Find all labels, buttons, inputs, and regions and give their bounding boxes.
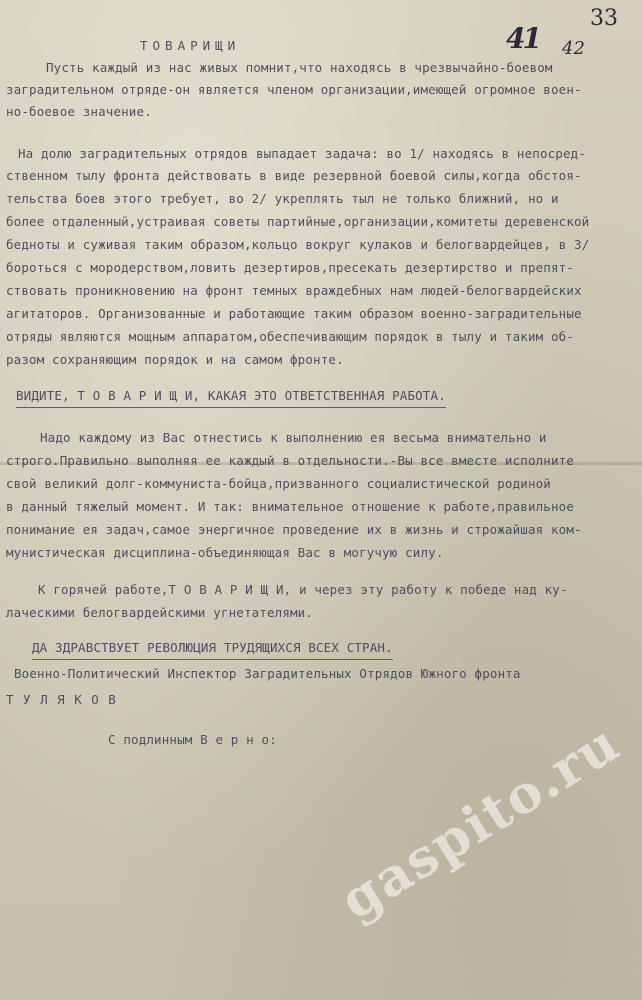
text-line: разом сохраняющим порядок и на самом фронте. [6, 352, 344, 367]
text-line: но-боевое значение. [6, 104, 152, 119]
text-line: заградительном отряде-он является членом организации,имеющей огромное воен- [6, 82, 582, 97]
text-line: агитаторов. Организованные и работающие таким образом военно-заградительные [6, 306, 582, 321]
text-line: тельства боев этого требует, во 2/ укреплять тыл не только ближний, но и [6, 191, 559, 206]
text-line: мунистическая дисциплина-объединяющая Вас в могучую силу. [6, 545, 444, 560]
text-line: отряды являются мощным аппаратом,обеспечивающим порядок в тылу и таким об- [6, 329, 574, 344]
text-line: строго.Правильно выполняя ее каждый в отдельности.-Вы все вместе исполните [6, 453, 574, 468]
text-line: Надо каждому из Вас отнестись к выполнению ея весьма внимательно и [40, 430, 547, 445]
text-line: понимание ея задач,самое энергичное проведение их в жизнь и строжайшая ком- [6, 522, 582, 537]
text-line-callout: ВИДИТЕ, Т О В А Р И Щ И, КАКАЯ ЭТО ОТВЕТСТВЕННАЯ РАБОТА. [16, 386, 446, 408]
page-number: 33 [590, 6, 618, 31]
text-line: в данный тяжелый момент. И так: внимательное отношение к работе,правильное [6, 499, 574, 514]
text-line: бедноты и суживая таким образом,кольцо вокруг кулаков и белогвардейцев, в 3/ [6, 237, 590, 252]
watermark: gaspito.ru [330, 712, 631, 932]
text-line: ственном тылу фронта действовать в виде резервной боевой силы,когда обстоя- [6, 168, 582, 183]
text-line: свой великий долг-коммуниста-бойца,призванного социалистической родиной [6, 476, 551, 491]
text-line: На долю заградительных отрядов выпадает задача: во 1/ находясь в непосред- [18, 146, 586, 161]
handwritten-number-2: 42 [562, 38, 585, 59]
text-line: Пусть каждый из нас живых помнит,что находясь в чрезвычайно-боевом [46, 60, 553, 75]
signatory-name: Т У Л Я К О В [6, 692, 117, 707]
document-title: ТОВАРИЩИ [140, 38, 241, 53]
slogan-line: ДА ЗДРАВСТВУЕТ РЕВОЛЮЦИЯ ТРУДЯЩИХСЯ ВСЕХ СТРАН. [32, 638, 393, 660]
text-line: более отдаленный,устраивая советы партийные,организации,комитеты деревенской [6, 214, 590, 229]
certification-line: С подлинным В е р н о: [108, 732, 277, 747]
text-line: бороться с мородерством,ловить дезертиров,пресекать дезертирство и препят- [6, 260, 574, 275]
handwritten-number: 41 [506, 22, 539, 55]
text-line: лаческими белогвардейскими угнетателями. [6, 605, 314, 620]
text-line: ствовать проникновению на фронт темных враждебных нам людей-белогвардейских [6, 283, 582, 298]
signatory-title: Военно-Политический Инспектор Заградительных Отрядов Южного фронта [14, 666, 521, 681]
text-line: К горячей работе,Т О В А Р И Щ И, и через эту работу к победе над ку- [38, 582, 568, 597]
